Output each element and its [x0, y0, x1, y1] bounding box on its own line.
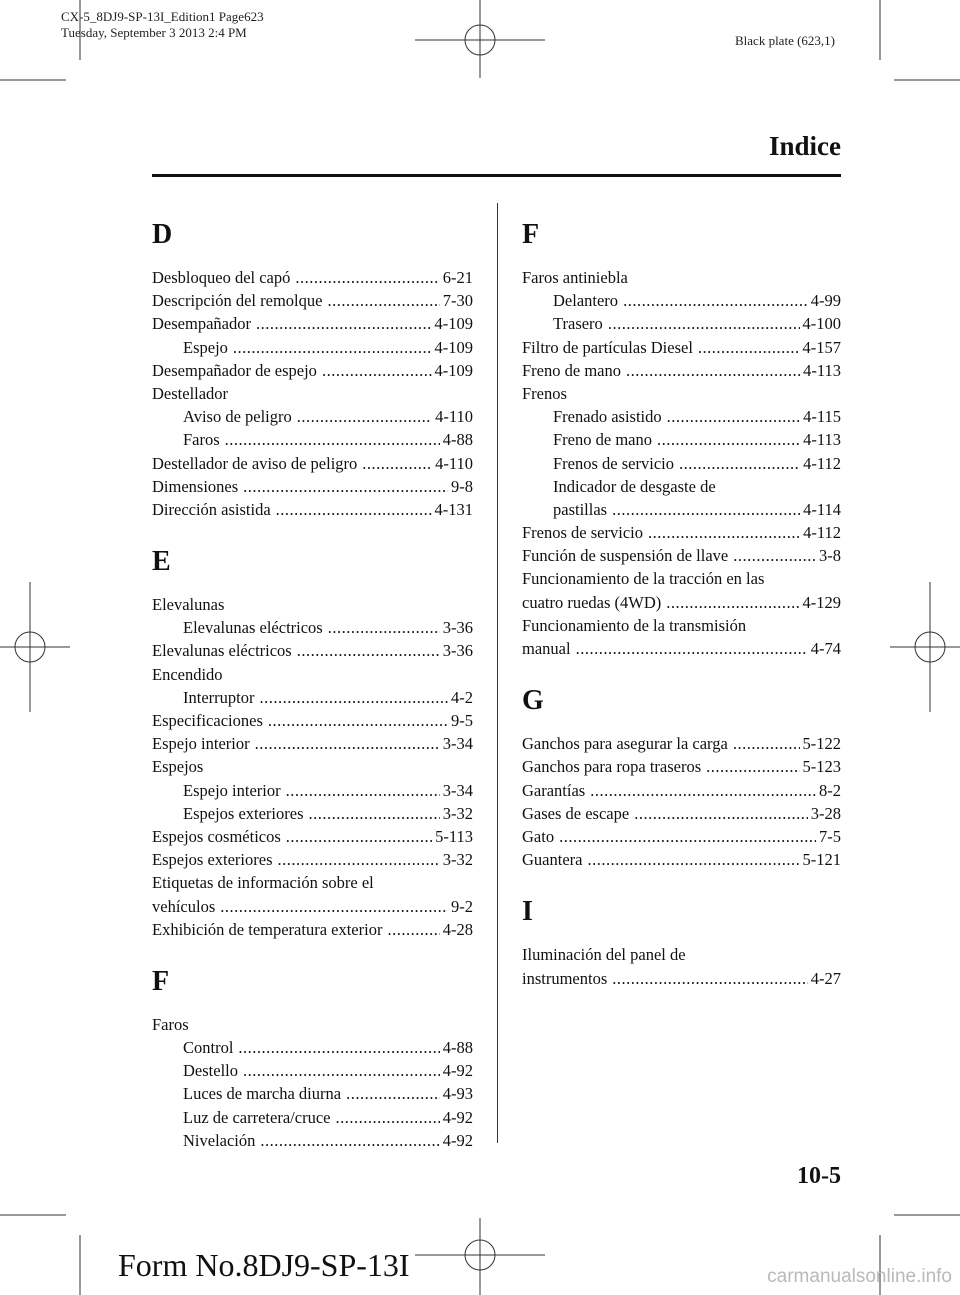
index-letter-heading: I — [522, 896, 533, 928]
index-entry-page: 4-100 — [802, 314, 841, 334]
index-entry-text: Espejos exteriores — [152, 850, 273, 870]
index-entry — [152, 663, 473, 686]
index-entry-text: vehículos — [152, 896, 216, 916]
index-entry — [152, 289, 473, 312]
index-entry-page: 3-8 — [819, 546, 841, 566]
index-entry-page: 3-34 — [442, 734, 473, 754]
index-entry-text: Faros — [183, 430, 220, 450]
index-entry — [152, 779, 473, 802]
index-entry-text: Dimensiones — [152, 476, 239, 496]
index-entry — [522, 614, 841, 637]
index-entry-page: 3-36 — [442, 641, 473, 661]
index-entry — [152, 1082, 473, 1105]
index-letter-heading: F — [152, 965, 170, 997]
dot-leader — [268, 709, 448, 732]
index-entry-text: pastillas — [553, 499, 608, 519]
dot-leader — [297, 405, 432, 428]
index-entry — [152, 475, 473, 498]
index-entry-text: Especificaciones — [152, 711, 263, 730]
index-column-right — [522, 214, 841, 990]
dot-leader — [256, 312, 432, 335]
dot-leader — [626, 359, 800, 382]
dot-leader — [243, 1059, 440, 1082]
index-entry-page: 4-112 — [803, 523, 841, 543]
index-entry-page: 3-32 — [442, 803, 473, 823]
index-entry-text: Gato — [522, 826, 555, 846]
index-entry — [152, 755, 473, 778]
index-entry-text: Etiquetas de información sobre el — [152, 873, 374, 893]
index-entry — [152, 825, 473, 848]
index-entry-text: Control — [183, 1038, 234, 1058]
index-entry-page: 4-115 — [803, 407, 841, 427]
dot-leader — [243, 475, 448, 498]
dot-leader — [327, 289, 439, 312]
index-entry-text: Funcionamiento de la tracción en las — [522, 569, 765, 589]
index-entry — [152, 802, 473, 825]
index-entry-text: Guantera — [522, 850, 583, 870]
index-entry — [152, 918, 473, 941]
index-entry-page: 5-113 — [435, 826, 473, 846]
index-entry-text: Trasero — [553, 314, 603, 334]
index-entry-page: 5-122 — [802, 734, 841, 754]
index-entry-page: 4-99 — [810, 291, 841, 311]
index-entry-text: Frenos de servicio — [522, 523, 643, 543]
index-entry — [522, 544, 841, 567]
index-entry — [152, 895, 473, 918]
index-entry-text: Funcionamiento de la transmisión — [522, 615, 747, 635]
dot-leader — [225, 428, 440, 451]
index-entry-text: Indicador de desgaste de — [553, 476, 716, 496]
dot-leader — [559, 825, 816, 848]
dot-leader — [328, 616, 440, 639]
dot-leader — [297, 639, 440, 662]
index-letter-heading: D — [152, 219, 173, 250]
index-entry-page: 4-92 — [442, 1107, 473, 1127]
index-entry-page: 3-36 — [442, 618, 473, 638]
index-entry-text: Espejo — [183, 337, 228, 357]
index-entry-text: Iluminación del panel de — [522, 945, 686, 965]
index-entry — [152, 1129, 473, 1152]
index-entry-text: Descripción del remolque — [152, 291, 323, 311]
index-column-left — [152, 214, 473, 1152]
index-entry — [152, 1106, 473, 1129]
index-entry-page: 9-5 — [451, 711, 473, 730]
index-entry — [152, 452, 473, 475]
index-entry — [522, 312, 841, 335]
index-entry — [152, 405, 473, 428]
index-entry — [152, 428, 473, 451]
dot-leader — [346, 1082, 440, 1105]
index-entry-text: Delantero — [553, 291, 619, 311]
index-entry — [522, 825, 841, 848]
index-entry-page: 3-34 — [442, 780, 473, 800]
dot-leader — [576, 637, 808, 660]
dot-leader — [286, 779, 440, 802]
index-entry-text: Filtro de partículas Diesel — [522, 337, 693, 357]
index-entry — [152, 709, 473, 732]
index-entry-page: 6-21 — [442, 268, 473, 287]
index-entry — [152, 732, 473, 755]
index-entry — [522, 967, 841, 990]
dot-leader — [667, 405, 800, 428]
index-entry-page: 4-2 — [451, 687, 473, 707]
index-entry-page: 4-109 — [434, 314, 473, 334]
index-entry-text: Destello — [183, 1061, 238, 1081]
dot-leader — [255, 732, 440, 755]
dot-leader — [238, 1036, 439, 1059]
index-entry-text: Ganchos para ropa traseros — [522, 757, 702, 777]
index-entry — [152, 1059, 473, 1082]
dot-leader — [612, 498, 800, 521]
index-entry-page: 3-32 — [442, 850, 473, 870]
index-entry-text: Luces de marcha diurna — [183, 1084, 342, 1104]
dot-leader — [590, 779, 816, 802]
index-entry — [522, 266, 841, 289]
section-title: Indice — [768, 131, 841, 161]
dot-leader — [733, 732, 800, 755]
index-entry — [152, 593, 473, 616]
index-entry-text: Aviso de peligro — [183, 407, 292, 427]
index-entry-text: Desbloqueo del capó — [152, 268, 291, 287]
index-entry — [522, 637, 841, 660]
index-entry — [152, 871, 473, 894]
index-entry-page: 5-121 — [802, 850, 841, 870]
index-entry-page: 4-112 — [803, 453, 841, 473]
index-entry-page: 9-8 — [451, 476, 473, 496]
index-entry-text: manual — [522, 639, 571, 658]
index-entry — [522, 382, 841, 405]
section-gap — [522, 660, 841, 680]
index-entry-text: Destellador de aviso de peligro — [152, 453, 358, 473]
index-entry-page: 4-92 — [442, 1061, 473, 1081]
index-entry — [152, 382, 473, 405]
dot-leader — [233, 336, 432, 359]
index-entry-page: 4-109 — [434, 360, 473, 380]
section-gap — [152, 521, 473, 541]
dot-leader — [276, 498, 432, 521]
dot-leader — [587, 848, 799, 871]
index-entry-page: 4-93 — [442, 1084, 473, 1104]
index-entry-text: Faros antiniebla — [522, 268, 628, 287]
index-entry-page: 4-27 — [810, 968, 841, 988]
dot-leader — [698, 336, 800, 359]
index-entry — [522, 498, 841, 521]
index-entry — [152, 1036, 473, 1059]
index-entry — [152, 312, 473, 335]
index-entry — [522, 732, 841, 755]
index-entry-page: 4-110 — [435, 407, 473, 427]
index-entry-text: Espejos exteriores — [183, 803, 304, 823]
index-entry-text: Encendido — [152, 664, 223, 684]
column-divider — [497, 203, 498, 1143]
index-entry-page: 7-5 — [819, 826, 841, 846]
index-entry — [522, 802, 841, 825]
watermark: carmanualsonline.info — [767, 1266, 952, 1287]
index-entry-page: 7-30 — [442, 291, 473, 311]
index-entry-page: 4-129 — [802, 592, 841, 612]
index-letter-heading: E — [152, 546, 171, 578]
print-date-line: Tuesday, September 3 2013 2:4 PM — [61, 25, 247, 40]
index-entry-page: 5-123 — [802, 757, 841, 777]
dot-leader — [335, 1106, 439, 1129]
page-number: 10-5 — [797, 1163, 841, 1189]
index-entry — [152, 639, 473, 662]
form-number: Form No.8DJ9-SP-13I — [118, 1247, 410, 1283]
index-entry-text: Frenos de servicio — [553, 453, 674, 473]
index-entry-text: Función de suspensión de llave — [522, 546, 729, 566]
dot-leader — [286, 825, 432, 848]
index-entry-page: 3-28 — [810, 803, 841, 823]
index-entry — [152, 359, 473, 382]
index-entry-text: Desempañador de espejo — [152, 360, 317, 380]
index-entry — [152, 1013, 473, 1036]
index-entry-text: Destellador — [152, 383, 229, 403]
index-entry-page: 8-2 — [819, 780, 841, 800]
dot-leader — [608, 312, 800, 335]
index-entry — [152, 498, 473, 521]
index-entry — [522, 475, 841, 498]
dot-leader — [623, 289, 808, 312]
index-entry-text: Espejo interior — [183, 780, 281, 800]
index-entry — [522, 359, 841, 382]
index-entry — [522, 755, 841, 778]
index-entry-text: Elevalunas eléctricos — [183, 618, 323, 638]
dot-leader — [295, 266, 439, 289]
index-entry-text: Garantías — [522, 780, 586, 800]
dot-leader — [259, 686, 448, 709]
index-entry-page: 4-88 — [442, 430, 473, 450]
index-entry-page: 4-157 — [802, 337, 841, 357]
dot-leader — [634, 802, 808, 825]
dot-leader — [733, 544, 816, 567]
index-entry-page: 4-113 — [803, 360, 841, 380]
index-entry-page: 4-110 — [435, 453, 473, 473]
section-gap — [152, 941, 473, 961]
index-entry — [522, 521, 841, 544]
dot-leader — [260, 1129, 439, 1152]
index-entry-text: Espejo interior — [152, 734, 250, 754]
index-entry-text: Freno de mano — [522, 360, 621, 380]
dot-leader — [666, 591, 799, 614]
index-entry-page: 4-113 — [803, 430, 841, 450]
index-entry-text: Elevalunas eléctricos — [152, 641, 292, 661]
index-entry-page: 4-74 — [810, 639, 841, 658]
index-entry-text: Frenos — [522, 383, 567, 403]
index-entry-text: Freno de mano — [553, 430, 652, 450]
index-entry-text: Gases de escape — [522, 803, 630, 823]
section-gap — [522, 871, 841, 891]
index-letter-heading: G — [522, 685, 544, 717]
index-entry — [522, 943, 841, 966]
index-entry-text: Espejos cosméticos — [152, 826, 281, 846]
index-entry-text: Luz de carretera/cruce — [183, 1107, 331, 1127]
dot-leader — [648, 521, 800, 544]
dot-leader — [679, 452, 800, 475]
index-entry-text: Ganchos para asegurar la carga — [522, 734, 728, 754]
index-entry — [522, 779, 841, 802]
dot-leader — [278, 848, 440, 871]
dot-leader — [220, 895, 448, 918]
index-entry — [522, 336, 841, 359]
index-entry-text: Exhibición de temperatura exterior — [152, 919, 383, 939]
index-entry — [522, 567, 841, 590]
index-entry-page: 4-88 — [442, 1038, 473, 1058]
index-entry — [152, 848, 473, 871]
index-entry-text: Dirección asistida — [152, 499, 271, 519]
index-entry — [522, 591, 841, 614]
index-entry — [522, 848, 841, 871]
index-entry-page: 4-28 — [442, 919, 473, 939]
index-entry — [522, 428, 841, 451]
index-entry — [152, 336, 473, 359]
dot-leader — [387, 918, 439, 941]
dot-leader — [612, 967, 808, 990]
index-entry-page: 9-2 — [451, 896, 473, 916]
index-entry-page: 4-92 — [442, 1130, 473, 1150]
dot-leader — [309, 802, 440, 825]
index-entry-text: Elevalunas — [152, 595, 225, 615]
index-entry-text: Frenado asistido — [553, 407, 662, 427]
index-entry-text: cuatro ruedas (4WD) — [522, 592, 662, 612]
index-entry — [152, 266, 473, 289]
index-entry — [522, 289, 841, 312]
index-entry-text: Desempañador — [152, 314, 251, 334]
index-entry-page: 4-131 — [434, 499, 473, 519]
index-letter-heading: F — [522, 219, 540, 250]
index-entry-page: 4-114 — [803, 499, 841, 519]
index-entry-text: Espejos — [152, 757, 204, 777]
dot-leader — [706, 755, 799, 778]
dot-leader — [322, 359, 432, 382]
title-rule — [152, 174, 841, 177]
index-entry — [522, 452, 841, 475]
index-entry-page: 4-109 — [434, 337, 473, 357]
index-entry-text: Interruptor — [183, 687, 255, 707]
index-entry-text: Faros — [152, 1014, 189, 1034]
dot-leader — [362, 452, 432, 475]
index-entry — [522, 405, 841, 428]
index-entry-text: instrumentos — [522, 968, 608, 988]
print-plate: Black plate (623,1) — [735, 33, 835, 48]
index-entry-text: Nivelación — [183, 1130, 256, 1150]
index-entry — [152, 686, 473, 709]
index-entry — [152, 616, 473, 639]
print-file-line: CX-5_8DJ9-SP-13I_Edition1 Page623 — [61, 9, 264, 24]
dot-leader — [657, 428, 800, 451]
